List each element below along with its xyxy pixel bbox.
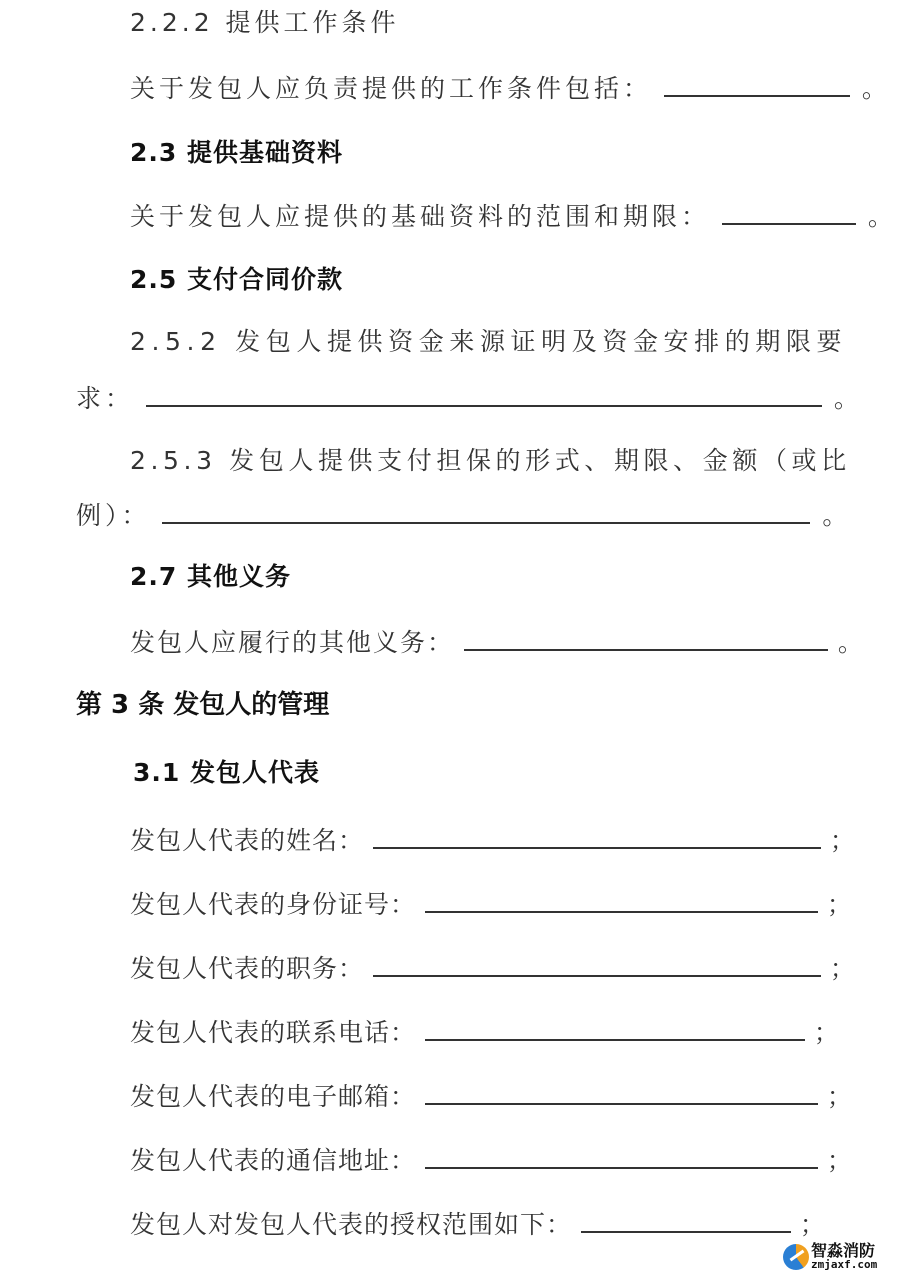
watermark-logo-icon bbox=[783, 1244, 809, 1270]
end-punct: ； bbox=[826, 890, 852, 919]
end-punct: ； bbox=[799, 1210, 825, 1239]
field-label: 关于发包人应提供的基础资料的范围和期限： bbox=[130, 202, 711, 231]
funding-proof-blank[interactable] bbox=[146, 385, 822, 407]
end-punct: 。 bbox=[861, 74, 887, 103]
field-label: 发包人代表的职务： bbox=[130, 954, 365, 983]
field-label: 关于发包人应负责提供的工作条件包括： bbox=[130, 74, 653, 103]
rep-email-field bbox=[130, 1082, 852, 1112]
rep-email-blank[interactable] bbox=[425, 1083, 818, 1105]
rep-address-blank[interactable] bbox=[425, 1147, 818, 1169]
rep-name-field bbox=[130, 826, 855, 856]
field-label: 发包人代表的联系电话： bbox=[130, 1018, 417, 1047]
end-punct: 。 bbox=[833, 384, 859, 413]
heading-text: 第 3 条 发包人的管理 bbox=[76, 690, 330, 720]
basic-data-blank[interactable] bbox=[722, 203, 856, 225]
watermark bbox=[783, 1238, 899, 1274]
article-3-heading bbox=[76, 690, 329, 720]
watermark-url: zmjaxf.com bbox=[811, 1258, 878, 1271]
rep-id-blank[interactable] bbox=[425, 891, 818, 913]
field-label: 发包人应履行的其他义务： bbox=[130, 628, 455, 657]
work-conditions-blank[interactable] bbox=[664, 75, 850, 97]
section-3-1-heading bbox=[133, 758, 320, 788]
rep-title-blank[interactable] bbox=[373, 955, 821, 977]
end-punct: ； bbox=[826, 1146, 852, 1175]
field-label: 发包人对发包人代表的授权范围如下： bbox=[130, 1210, 573, 1239]
section-2-2-2-heading bbox=[130, 8, 400, 38]
heading-text: 2.7 其他义务 bbox=[130, 562, 291, 591]
field-label: 发包人代表的姓名： bbox=[130, 826, 365, 855]
rep-phone-blank[interactable] bbox=[425, 1019, 805, 1041]
watermark-name: 智淼消防 bbox=[811, 1241, 876, 1260]
field-label: 发包人代表的电子邮箱： bbox=[130, 1082, 417, 1111]
end-punct: ； bbox=[826, 1082, 852, 1111]
heading-text: 2.2.2 提供工作条件 bbox=[130, 8, 400, 37]
work-conditions-field bbox=[130, 74, 887, 104]
heading-text: 2.5 支付合同价款 bbox=[130, 265, 343, 294]
end-punct: ； bbox=[813, 1018, 839, 1047]
section-2-5-3-text bbox=[130, 446, 851, 476]
rep-authority-blank[interactable] bbox=[581, 1211, 791, 1233]
heading-text: 3.1 发包人代表 bbox=[133, 758, 320, 787]
basic-data-field bbox=[130, 202, 893, 232]
end-punct: 。 bbox=[867, 202, 893, 231]
payment-guarantee-field bbox=[76, 501, 847, 531]
end-punct: ； bbox=[829, 826, 855, 855]
section-2-3-heading bbox=[130, 138, 343, 168]
rep-phone-field bbox=[130, 1018, 839, 1048]
end-punct: 。 bbox=[822, 501, 848, 530]
section-2-5-2-text bbox=[130, 327, 847, 357]
end-punct: 。 bbox=[837, 628, 863, 657]
rep-title-field bbox=[130, 954, 855, 984]
rep-id-field bbox=[130, 890, 852, 920]
payment-guarantee-blank[interactable] bbox=[162, 502, 810, 524]
rep-address-field bbox=[130, 1146, 852, 1176]
heading-text: 2.3 提供基础资料 bbox=[130, 138, 343, 167]
rep-authority-field bbox=[130, 1210, 825, 1240]
field-label: 发包人代表的通信地址： bbox=[130, 1146, 417, 1175]
section-2-7-heading bbox=[130, 562, 291, 592]
other-obligations-field bbox=[130, 628, 863, 658]
paragraph-text: 2.5.2 发包人提供资金来源证明及资金安排的期限要 bbox=[130, 327, 848, 356]
funding-proof-field bbox=[76, 384, 859, 414]
rep-name-blank[interactable] bbox=[373, 827, 821, 849]
field-label: 例）： bbox=[76, 501, 151, 530]
field-label: 求： bbox=[76, 384, 135, 413]
paragraph-text: 2.5.3 发包人提供支付担保的形式、期限、金额（或比 bbox=[130, 446, 851, 475]
field-label: 发包人代表的身份证号： bbox=[130, 890, 417, 919]
end-punct: ； bbox=[829, 954, 855, 983]
other-obligations-blank[interactable] bbox=[464, 629, 828, 651]
section-2-5-heading bbox=[130, 265, 343, 295]
